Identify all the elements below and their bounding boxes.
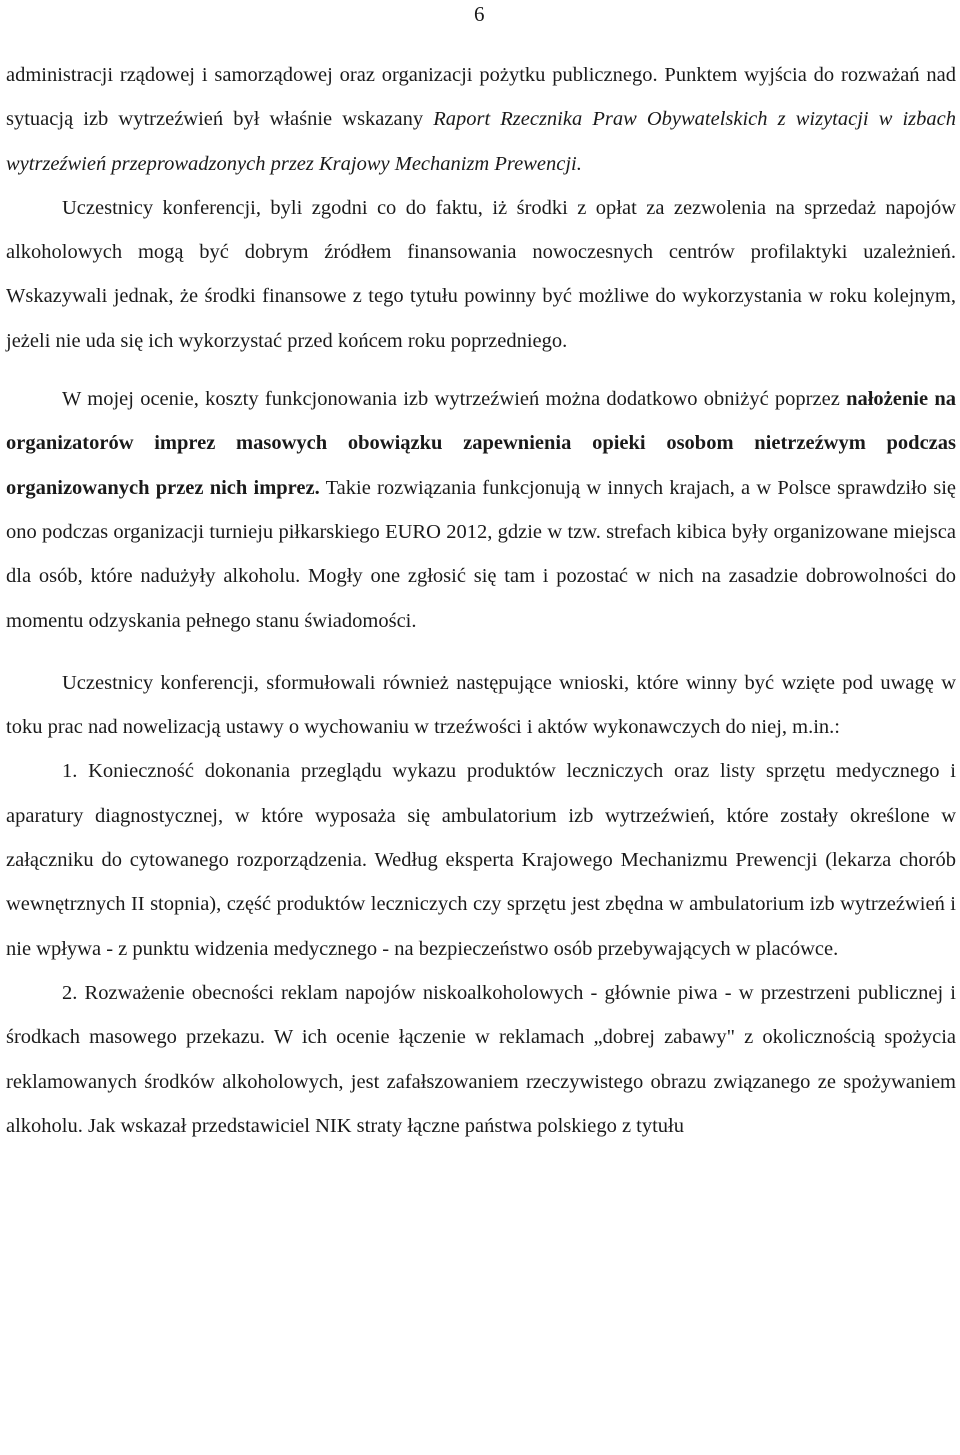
paragraph-3 <box>6 377 956 643</box>
page-number: 6 <box>474 2 485 26</box>
list-number-2: 2. <box>62 981 78 1004</box>
paragraph-4: Uczestnicy konferencji, sformułowali również następujące wnioski, które winny być wzięte pod uwagę w toku prac nad nowelizacją ustawy o wychowaniu w trzeźwości i aktów wykonawczych do niej, m.in.: <box>6 671 956 739</box>
paragraph-3-after: Takie rozwiązania funkcjonują w innych krajach, a w Polsce sprawdziło się ono podczas organizacji turnieju piłkarskiego EURO 2012, gdzie w tzw. strefach kibica były organizowane miejsca dla osób, które nadużyły alkoholu. Mogły one zgłosić się tam i pozostać w nich na zasadzie dobrowolności do momentu odzyskania pełnego stanu świadomości. <box>6 476 957 632</box>
list-item-2 <box>6 971 956 1148</box>
list-text-2: Rozważenie obecności reklam napojów niskoalkoholowych - głównie piwa - w przestrzeni publicznej i środkach masowego przekazu. W ich ocenie łączenie w reklamach „dobrej zabawy" z okolicznością spożycia reklamowanych środków alkoholowych, jest zafałszowaniem rzeczywistego obrazu związanego ze spożywaniem alkoholu. Jak wskazał przedstawiciel NIK straty łączne państwa polskiego z tytułu <box>6 981 957 1137</box>
paragraph-3-before: W mojej ocenie, koszty funkcjonowania izb wytrzeźwień można dodatkowo obniżyć poprzez <box>62 388 847 411</box>
report-title-italic: Raport Rzecznika Praw Obywatelskich z wizytacji w izbach wytrzeźwień przeprowadzonych przez Krajowy Mechanizm Prewencji. <box>6 108 956 175</box>
list-number-1: 1. <box>62 760 78 783</box>
paragraph-1-text: administracji rządowej i samorządowej oraz organizacji pożytku publicznego. Punktem wyjścia do rozważań nad sytuacją izb wytrzeźwień był właśnie wskazany <box>6 64 956 131</box>
paragraph-2: Uczestnicy konferencji, byli zgodni co do faktu, iż środki z opłat za zezwolenia na sprzedaż napojów alkoholowych mogą być dobrym źródłem finansowania nowoczesnych centrów profilaktyki uzależnień. Wskazywali jednak, że środki finansowe z tego tytułu powinny być możliwe do wykorzystania w roku kolejnym, jeżeli nie uda się ich wykorzystać przed końcem roku poprzedniego. <box>6 196 956 352</box>
paragraph-3-bold: nałożenie na organizatorów imprez masowych obowiązku zapewnienia opieki osobom nietrzeźwym podczas organizowanych przez nich imprez. <box>6 388 956 499</box>
document-body <box>6 53 956 1148</box>
list-text-1: Konieczność dokonania przeglądu wykazu produktów leczniczych oraz listy sprzętu medycznego i aparatury diagnostycznej, w które wyposaża się ambulatorium izb wytrzeźwień, które zostały określone w załączniku do cytowanego rozporządzenia. Według eksperta Krajowego Mechanizmu Prewencji (lekarza chorób wewnętrznych II stopnia), część produktów leczniczych czy sprzętu jest zbędna w ambulatorium izb wytrzeźwień i nie wpływa - z punktu widzenia medycznego - na bezpieczeństwo osób przebywających w placówce. <box>6 760 956 960</box>
list-item-1 <box>6 749 956 970</box>
paragraph-1 <box>6 53 956 186</box>
